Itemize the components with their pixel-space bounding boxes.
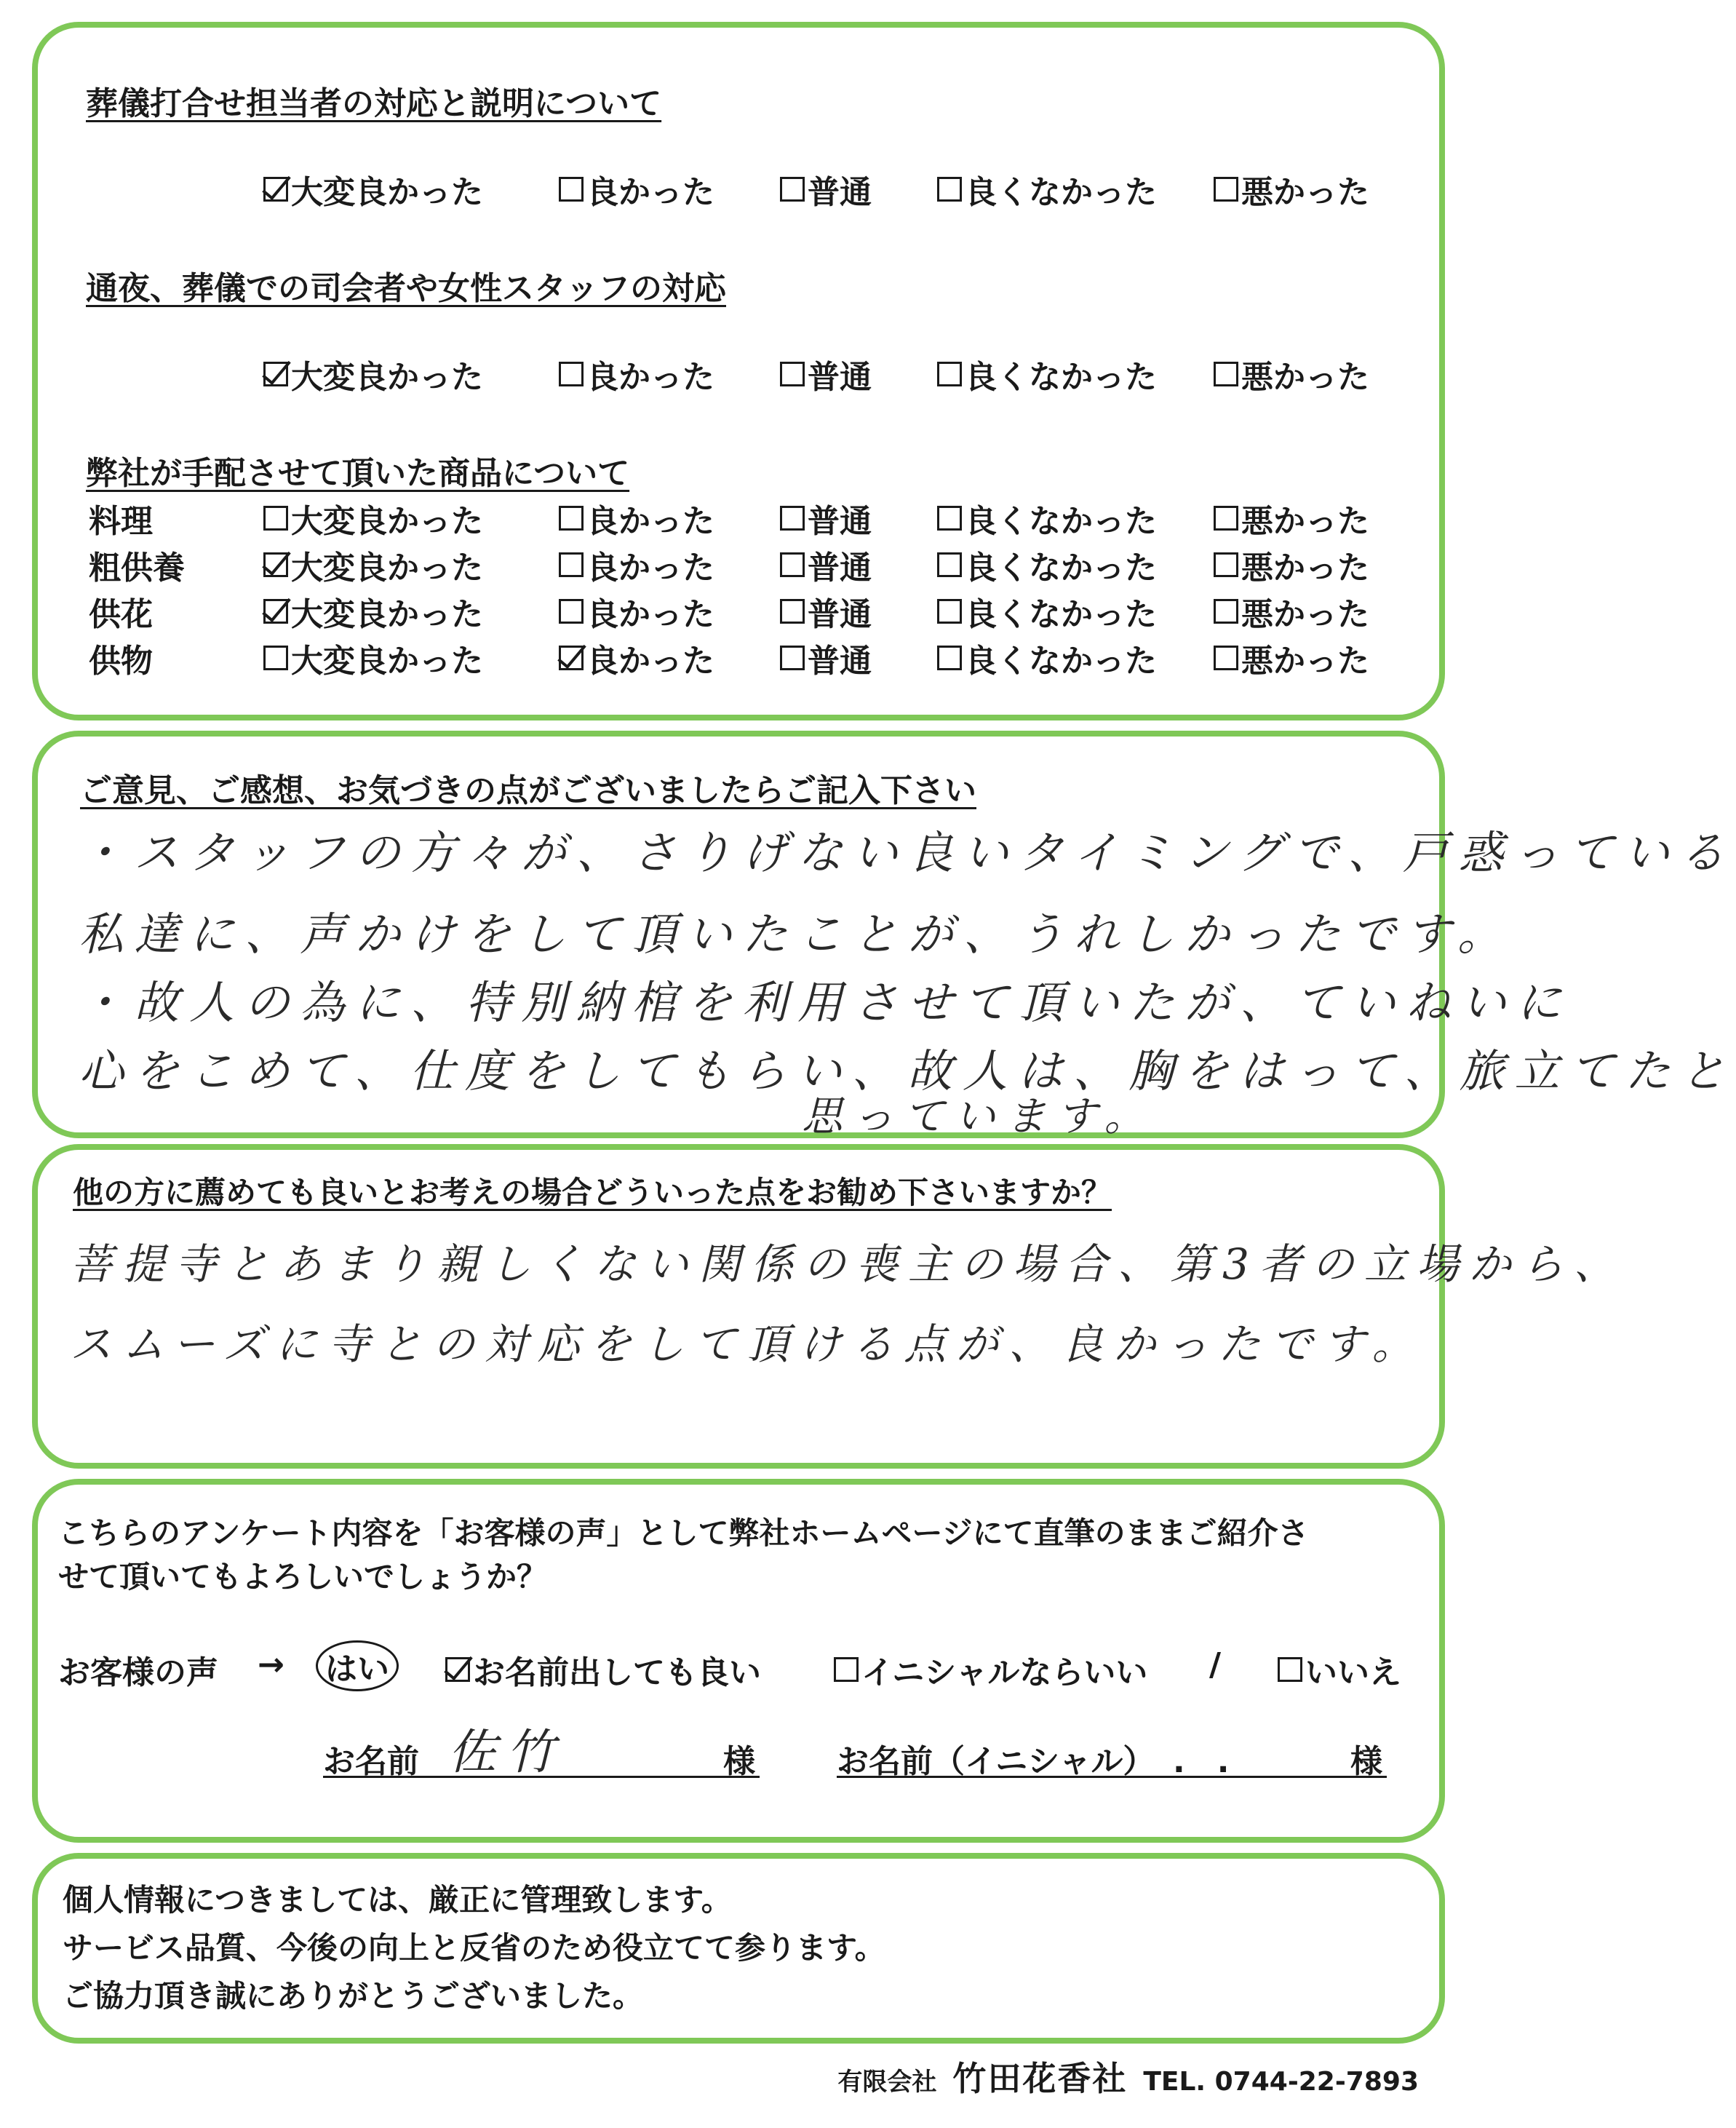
company-name: 竹田花香社 [952,2059,1128,2098]
option-excellent[interactable]: 大変良かった [263,588,483,635]
checkbox[interactable] [1214,177,1238,202]
option-not-good[interactable]: 良くなかった [937,635,1157,681]
initial-label: お名前（イニシャル） [837,1743,1155,1780]
comment-line: ・故人の為に、特別納棺を利用させて頂いたが、ていねいに [79,976,1572,1029]
option-good[interactable]: 良かった [559,351,714,397]
comment-line: 心をこめて、仕度をしてもらい、故人は、胸をはって、旅立てたと [79,1044,1736,1097]
checkbox-checked[interactable] [445,1657,470,1682]
checkbox[interactable] [263,506,288,531]
option-excellent[interactable]: 大変良かった [263,635,483,681]
option-bad[interactable]: 悪かった [1214,635,1369,681]
voice-label: お客様の声 [58,1654,218,1691]
checkbox[interactable] [559,552,584,577]
checkbox[interactable] [780,362,805,386]
notice-line: ご協力頂き誠にありがとうございました。 [63,1978,644,2014]
checkbox[interactable] [1278,1657,1302,1682]
option-good[interactable]: 良かった [559,588,714,635]
checkbox-checked[interactable] [263,177,288,202]
option-not-good[interactable]: 良くなかった [937,166,1157,213]
initial-ok-option[interactable]: イニシャルならいい [834,1646,1147,1693]
checkbox[interactable] [937,177,962,202]
section3-title: 弊社が手配させて頂いた商品について [86,455,630,492]
rating-panel [32,22,1445,720]
checkbox[interactable] [780,506,805,531]
product-row-food [38,495,1439,539]
yes-option[interactable] [316,1640,399,1691]
checkbox[interactable] [780,552,805,577]
sama-label: 様 [723,1743,755,1780]
row-label: 供花 [89,596,153,633]
option-not-good[interactable]: 良くなかった [937,588,1157,635]
option-good[interactable]: 良かった [559,166,714,213]
option-excellent[interactable]: 大変良かった [263,541,483,588]
checkbox[interactable] [559,362,584,386]
initial-underline [837,1776,1387,1778]
company-footer [837,2052,1419,2100]
sama2-label: 様 [1350,1743,1382,1780]
company-tel: TEL. 0744-22-7893 [1143,2067,1419,2097]
option-bad[interactable]: 悪かった [1214,166,1369,213]
separator-slash: / [1209,1646,1222,1683]
checkbox-checked[interactable] [263,552,288,577]
checkbox[interactable] [263,646,288,670]
option-good[interactable]: 良かった [559,635,714,681]
checkbox[interactable] [559,177,584,202]
checkbox[interactable] [559,506,584,531]
recommend-panel [32,1144,1626,1469]
name-label: お名前 [323,1743,419,1780]
comments-panel [32,731,1736,1140]
name-underline [323,1776,760,1778]
row-label: 供物 [89,643,153,680]
company-type: 有限会社 [837,2068,937,2097]
name-value[interactable]: 佐竹 [448,1724,565,1780]
option-average[interactable]: 普通 [780,588,872,635]
checkbox[interactable] [834,1657,859,1682]
option-average[interactable]: 普通 [780,495,872,541]
notice-line: サービス品質、今後の向上と反省のため役立てて参ります。 [63,1930,885,1966]
checkbox[interactable] [937,552,962,577]
notice-line: 個人情報につきましては、厳正に管理致します。 [63,1882,732,1918]
checkbox[interactable] [559,599,584,624]
arrow-icon: → [258,1646,284,1683]
comments-title: ご意見、ご感想、お気づきの点がございましたらご記入下さい [80,772,976,809]
notice-panel [32,1853,1445,2044]
product-row-gift [38,541,1439,585]
option-not-good[interactable]: 良くなかった [937,541,1157,588]
recommend-title: 他の方に薦めても良いとお考えの場合どういった点をお勧め下さいますか？ [73,1175,1112,1210]
recommend-line: 菩提寺とあまり親しくない関係の喪主の場合、第3者の立場から、 [70,1239,1626,1289]
checkbox[interactable] [937,506,962,531]
option-average[interactable]: 普通 [780,166,872,213]
consent-panel [32,1479,1445,1843]
option-good[interactable]: 良かった [559,541,714,588]
checkbox[interactable] [780,599,805,624]
name-ok-option[interactable]: お名前出しても良い [445,1646,761,1693]
checkbox-checked[interactable] [263,362,288,386]
section2-title: 通夜、葬儀での司会者や女性スタッフの対応 [86,270,726,307]
checkbox[interactable] [1214,599,1238,624]
checkbox-checked[interactable] [263,599,288,624]
product-row-flowers [38,588,1439,632]
product-row-offerings [38,635,1439,678]
checkbox[interactable] [780,646,805,670]
option-not-good[interactable]: 良くなかった [937,351,1157,397]
option-bad[interactable]: 悪かった [1214,495,1369,541]
comment-line: ・スタッフの方々が、さりげない良いタイミングで、戸惑っている [79,826,1735,879]
checkbox[interactable] [937,646,962,670]
option-average[interactable]: 普通 [780,635,872,681]
option-excellent[interactable]: 大変良かった [263,166,483,213]
row-label: 料理 [89,503,153,540]
option-not-good[interactable]: 良くなかった [937,495,1157,541]
option-bad[interactable]: 悪かった [1214,588,1369,635]
comment-line: 思っています。 [802,1093,1155,1140]
checkbox[interactable] [937,362,962,386]
section2-row [38,351,1439,394]
option-average[interactable]: 普通 [780,351,872,397]
checkbox[interactable] [1214,506,1238,531]
consent-question-line2: せて頂いてもよろしいでしょうか？ [58,1559,548,1595]
consent-question-line1: こちらのアンケート内容を「お客様の声」として弊社ホームページにて直筆のままご紹介さ [58,1515,1309,1551]
option-excellent[interactable]: 大変良かった [263,351,483,397]
checkbox[interactable] [1214,362,1238,386]
checkbox[interactable] [780,177,805,202]
yes-circled: はい [316,1640,399,1691]
checkbox[interactable] [1214,646,1238,670]
no-option[interactable]: いいえ [1278,1646,1401,1693]
option-average[interactable]: 普通 [780,541,872,588]
option-bad[interactable]: 悪かった [1214,351,1369,397]
comment-line: 私達に、声かけをして頂いたことが、うれしかったです。 [79,908,1513,961]
recommend-line: スムーズに寺との対応をして頂ける点が、良かったです。 [70,1319,1425,1369]
option-bad[interactable]: 悪かった [1214,541,1369,588]
option-good[interactable]: 良かった [559,495,714,541]
checkbox-checked[interactable] [559,646,584,670]
option-excellent[interactable]: 大変良かった [263,495,483,541]
section1-row [38,166,1439,210]
row-label: 粗供養 [89,549,185,587]
initial-value[interactable]: . . [1173,1743,1230,1780]
section1-title: 葬儀打合せ担当者の対応と説明について [86,85,662,122]
checkbox[interactable] [1214,552,1238,577]
checkbox[interactable] [937,599,962,624]
